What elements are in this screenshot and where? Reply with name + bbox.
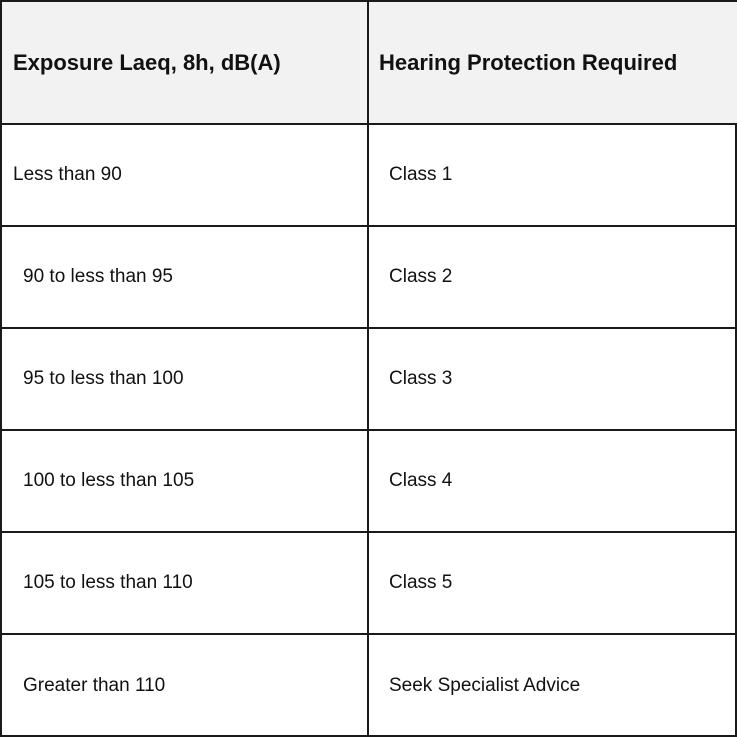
exposure-cell: Less than 90 — [2, 125, 369, 227]
exposure-cell: 100 to less than 105 — [2, 431, 369, 533]
exposure-cell: 95 to less than 100 — [2, 329, 369, 431]
protection-cell: Class 2 — [369, 227, 737, 329]
header-exposure: Exposure Laeq, 8h, dB(A) — [2, 2, 369, 125]
exposure-cell: 105 to less than 110 — [2, 533, 369, 635]
protection-cell: Class 1 — [369, 125, 737, 227]
exposure-cell: Greater than 110 — [2, 635, 369, 737]
protection-cell: Class 5 — [369, 533, 737, 635]
exposure-cell: 90 to less than 95 — [2, 227, 369, 329]
protection-cell: Class 4 — [369, 431, 737, 533]
protection-cell: Class 3 — [369, 329, 737, 431]
header-protection: Hearing Protection Required — [369, 2, 737, 125]
protection-cell: Seek Specialist Advice — [389, 675, 581, 696]
